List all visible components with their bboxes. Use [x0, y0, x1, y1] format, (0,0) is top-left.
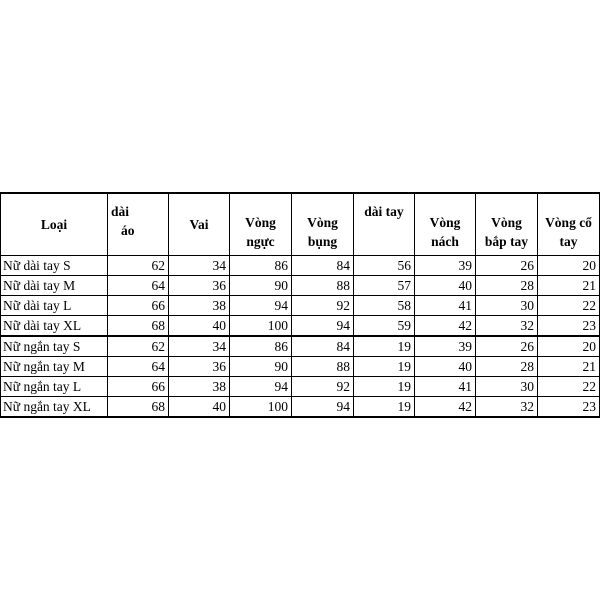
cell-vai: 36 — [169, 357, 230, 377]
cell-dai-ao: 64 — [108, 276, 169, 296]
cell-vong-bung: 94 — [292, 316, 354, 337]
header-dai-tay: dài tay — [354, 193, 415, 256]
cell-vai: 40 — [169, 397, 230, 418]
table-row — [1, 256, 600, 276]
table-row — [1, 357, 600, 377]
cell-dai-ao: 66 — [108, 296, 169, 316]
cell-vong-nach: 39 — [415, 256, 476, 276]
cell-vong-bung: 92 — [292, 377, 354, 397]
cell-vong-bung: 88 — [292, 276, 354, 296]
header-row — [1, 193, 600, 256]
header-vong-bap-tay: Vòng bắp tay — [476, 193, 538, 256]
cell-vong-nguc: 94 — [230, 296, 292, 316]
row-name: Nữ ngắn tay M — [1, 357, 108, 377]
cell-dai-tay: 19 — [354, 336, 415, 357]
cell-vong-nach: 41 — [415, 377, 476, 397]
cell-vai: 34 — [169, 336, 230, 357]
header-vong-co-tay: Vòng cổ tay — [538, 193, 600, 256]
cell-dai-ao: 64 — [108, 357, 169, 377]
cell-dai-tay: 19 — [354, 377, 415, 397]
table-row — [1, 316, 600, 337]
cell-vong-nguc: 100 — [230, 397, 292, 418]
cell-vong-bap-tay: 28 — [476, 276, 538, 296]
cell-vong-co-tay: 23 — [538, 397, 600, 418]
cell-vong-nguc: 90 — [230, 357, 292, 377]
table-row — [1, 296, 600, 316]
cell-dai-tay: 59 — [354, 316, 415, 337]
size-chart-table — [0, 192, 600, 418]
cell-vong-nach: 40 — [415, 276, 476, 296]
row-name: Nữ ngắn tay XL — [1, 397, 108, 418]
cell-vong-bung: 92 — [292, 296, 354, 316]
cell-vong-co-tay: 20 — [538, 256, 600, 276]
cell-vong-bap-tay: 30 — [476, 296, 538, 316]
cell-dai-ao: 62 — [108, 256, 169, 276]
table-row — [1, 276, 600, 296]
cell-vai: 38 — [169, 377, 230, 397]
cell-dai-tay: 19 — [354, 357, 415, 377]
cell-vong-nguc: 86 — [230, 256, 292, 276]
cell-dai-tay: 19 — [354, 397, 415, 418]
cell-vong-nach: 42 — [415, 397, 476, 418]
cell-vong-nach: 40 — [415, 357, 476, 377]
header-dai-ao — [108, 193, 169, 256]
cell-vong-co-tay: 21 — [538, 357, 600, 377]
cell-vong-nguc: 86 — [230, 336, 292, 357]
row-name: Nữ dài tay S — [1, 256, 108, 276]
header-dai-ao-line2: áo — [121, 223, 135, 238]
cell-vong-nach: 41 — [415, 296, 476, 316]
cell-vai: 38 — [169, 296, 230, 316]
cell-vong-co-tay: 23 — [538, 316, 600, 337]
cell-vong-bap-tay: 30 — [476, 377, 538, 397]
header-dai-ao-line1: dài — [111, 204, 130, 219]
cell-vong-bap-tay: 26 — [476, 336, 538, 357]
cell-dai-ao: 68 — [108, 397, 169, 418]
cell-vong-nguc: 100 — [230, 316, 292, 337]
table-row — [1, 397, 600, 418]
cell-dai-ao: 62 — [108, 336, 169, 357]
cell-dai-tay: 57 — [354, 276, 415, 296]
cell-dai-ao: 68 — [108, 316, 169, 337]
row-name: Nữ ngắn tay L — [1, 377, 108, 397]
cell-vong-bap-tay: 32 — [476, 397, 538, 418]
cell-vai: 36 — [169, 276, 230, 296]
cell-vong-nguc: 94 — [230, 377, 292, 397]
cell-vong-nach: 39 — [415, 336, 476, 357]
cell-vong-co-tay: 21 — [538, 276, 600, 296]
cell-vong-co-tay: 22 — [538, 296, 600, 316]
row-name: Nữ dài tay L — [1, 296, 108, 316]
header-loai: Loại — [1, 193, 108, 256]
cell-vong-nach: 42 — [415, 316, 476, 337]
cell-vong-bung: 84 — [292, 256, 354, 276]
cell-vong-bung: 94 — [292, 397, 354, 418]
cell-vong-co-tay: 20 — [538, 336, 600, 357]
row-name: Nữ dài tay M — [1, 276, 108, 296]
cell-dai-tay: 56 — [354, 256, 415, 276]
cell-dai-tay: 58 — [354, 296, 415, 316]
cell-vong-bap-tay: 32 — [476, 316, 538, 337]
header-vai: Vai — [169, 193, 230, 256]
cell-vai: 40 — [169, 316, 230, 337]
cell-vong-co-tay: 22 — [538, 377, 600, 397]
header-vong-nguc: Vòng ngực — [230, 193, 292, 256]
cell-vong-bung: 84 — [292, 336, 354, 357]
cell-dai-ao: 66 — [108, 377, 169, 397]
row-name: Nữ ngắn tay S — [1, 336, 108, 357]
cell-vong-bap-tay: 28 — [476, 357, 538, 377]
cell-vong-bung: 88 — [292, 357, 354, 377]
cell-vai: 34 — [169, 256, 230, 276]
cell-vong-nguc: 90 — [230, 276, 292, 296]
cell-vong-bap-tay: 26 — [476, 256, 538, 276]
table-row — [1, 336, 600, 357]
header-vong-nach: Vòng nách — [415, 193, 476, 256]
table-row — [1, 377, 600, 397]
header-vong-bung: Vòng bụng — [292, 193, 354, 256]
row-name: Nữ dài tay XL — [1, 316, 108, 337]
